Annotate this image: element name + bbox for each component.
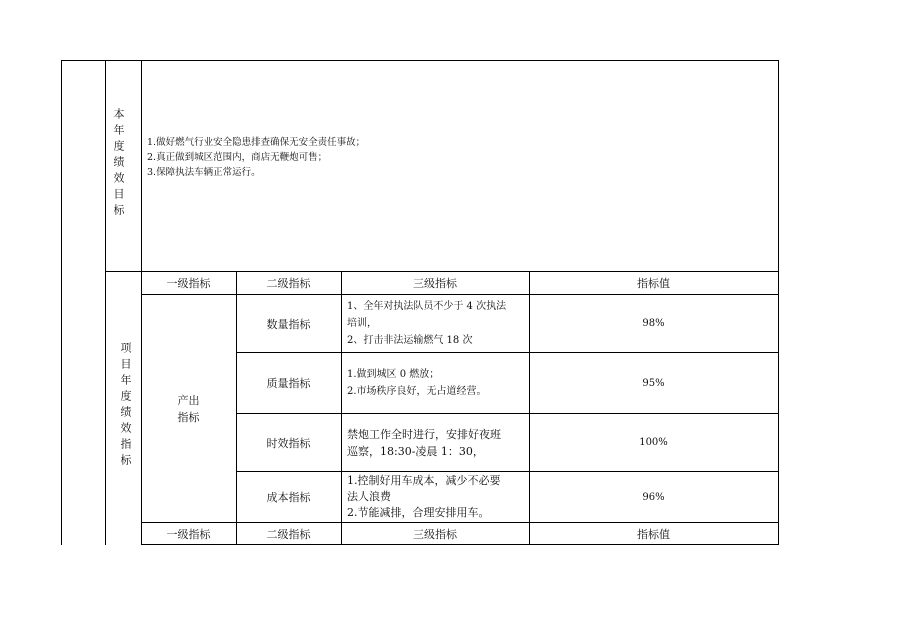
level3-line: 1、全年对执法队员不少于 4 次执法 bbox=[347, 301, 507, 312]
table-right-border bbox=[778, 60, 779, 545]
value-timeliness: 100% bbox=[639, 437, 668, 448]
level3-line: 2.节能减排，合理安排用车。 bbox=[347, 506, 490, 519]
goal-item: 2.真正做到城区范围内，商店无鞭炮可售； bbox=[147, 152, 328, 163]
level3-line: 法人浪费 bbox=[347, 490, 391, 503]
table-top-border bbox=[61, 60, 779, 61]
level3-line: 1.做到城区 0 燃放； bbox=[347, 369, 440, 380]
header-level3: 三级指标 bbox=[413, 277, 457, 290]
level2-quantity: 数量指标 bbox=[266, 317, 311, 331]
level2-cost: 成本指标 bbox=[266, 491, 311, 504]
level3-timeliness bbox=[341, 414, 529, 471]
level3-line: 2.市场秩序良好，无占道经营。 bbox=[347, 386, 487, 397]
footer-header-level2: 二级指标 bbox=[266, 527, 311, 541]
value-cost: 96% bbox=[642, 491, 665, 503]
footer-header-value: 指标值 bbox=[637, 527, 670, 541]
level2-quality: 质量指标 bbox=[266, 377, 311, 390]
indicator-section-label: 项目年度绩效指标 bbox=[119, 342, 132, 470]
label-column-border bbox=[105, 60, 106, 545]
level3-line: 禁炮工作全时进行，安排好夜班 bbox=[347, 427, 501, 441]
header-level1: 一级指标 bbox=[166, 277, 211, 290]
table-left-border bbox=[61, 60, 62, 545]
level3-line: 巡察，18:30-凌晨 1：30， bbox=[347, 444, 484, 458]
goal-item: 3.保障执法车辆正常运行。 bbox=[147, 167, 261, 178]
level3-quantity bbox=[341, 295, 529, 352]
header-value: 指标值 bbox=[637, 277, 670, 290]
footer-header-level1: 一级指标 bbox=[166, 527, 211, 541]
level3-cost bbox=[341, 472, 529, 522]
value-quality: 95% bbox=[642, 377, 665, 389]
header-level2: 二级指标 bbox=[266, 277, 311, 290]
level3-line: 1.控制好用车成本，减少不必要 bbox=[347, 474, 501, 487]
value-quantity: 98% bbox=[642, 318, 665, 329]
goal-item: 1.做好燃气行业安全隐患排查确保无安全责任事故； bbox=[147, 137, 366, 148]
level3-quality bbox=[341, 353, 529, 413]
level3-line: 培训， bbox=[347, 318, 377, 329]
goal-list bbox=[147, 135, 365, 180]
goal-section-label: 本年度绩效目标 bbox=[112, 108, 125, 220]
level3-line: 2、打击非法运输燃气 18 次 bbox=[347, 335, 473, 346]
level1-output-indicator: 产出 指标 bbox=[177, 393, 200, 424]
footer-header-level3: 三级指标 bbox=[413, 527, 457, 541]
level2-timeliness: 时效指标 bbox=[266, 436, 311, 450]
